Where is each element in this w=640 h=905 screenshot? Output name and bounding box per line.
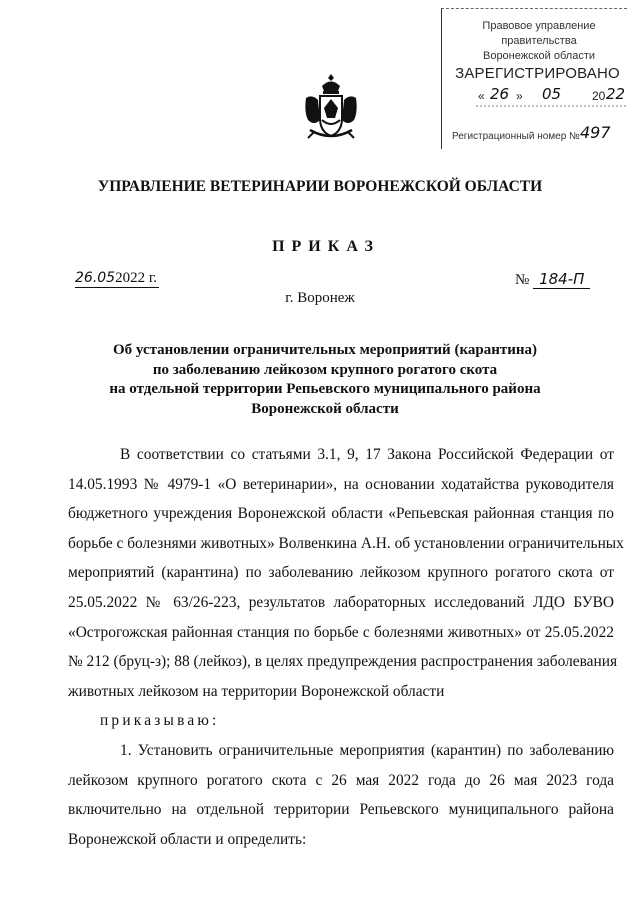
order-number [515, 270, 590, 289]
stamp-date-open-quote: « [478, 89, 485, 103]
body-line: Воронежской области и определить: [68, 830, 307, 848]
document-type-title: ПРИКАЗ [272, 238, 380, 255]
stamp-date-close-quote: » [516, 89, 523, 103]
order-subject [60, 341, 590, 419]
body-line: В соответствии со статьями 3.1, 9, 17 Закона Российской Федерации от [120, 446, 614, 463]
stamp-date [456, 85, 626, 113]
order-date-printed: 2022 г. [115, 270, 158, 286]
stamp-date-underline [476, 105, 626, 109]
stamp-reg-number: 497 [580, 123, 611, 142]
stamp-reg-number-row [452, 123, 627, 142]
subject-line: Об установлении ограничительных мероприятий (карантина) [112, 342, 537, 358]
body-line: 1. Установить ограничительные мероприятия (карантин) по заболеванию [120, 741, 614, 759]
subject-line: Воронежской области [251, 400, 399, 417]
body-line: животных лейкозом на территории Воронежской области [68, 682, 445, 700]
body-line: 14.05.1993 № 4979-1 «О ветеринарии», на основании ходатайства руководителя [68, 475, 614, 493]
stamp-date-month: 05 [542, 85, 562, 103]
body-line: № 212 (бруц-з); 88 (лейкоз), в целях предупреждения распространения заболевания [68, 653, 618, 671]
stamp-org-line: Правовое управление правительства [482, 20, 596, 47]
coat-of-arms-emblem [300, 72, 362, 140]
subject-line: на отдельной территории Репьевского муниципального района [109, 381, 541, 397]
decree-word: приказываю: [100, 712, 220, 730]
order-body [68, 440, 624, 854]
order-date-handwritten: 26.05 [75, 270, 116, 286]
subject-line: по заболеванию лейкозом крупного рогатого скота [152, 361, 498, 378]
city-name: г. Воронеж [285, 290, 355, 306]
order-number-value: 184-П [533, 270, 590, 289]
body-line: борьбе с болезнями животных» Волвенкина А.Н. об установлении ограничительных [68, 534, 624, 552]
body-line: включительно на отдельной территории Репьевского муниципального района [68, 801, 614, 819]
body-line: 25.05.2022 № 63/26-223, результатов лабораторных исследований ЛДО БУВО [68, 593, 614, 611]
order-number-label: № [515, 272, 530, 288]
order-date [75, 270, 159, 288]
agency-name: УПРАВЛЕНИЕ ВЕТЕРИНАРИИ ВОРОНЕЖСКОЙ ОБЛАСТИ [97, 178, 543, 195]
body-line: бюджетного учреждения Воронежской области «Репьевская районная станция по [68, 505, 614, 523]
stamp-date-year-prefix: 20 [592, 89, 606, 103]
stamp-organization [454, 19, 624, 64]
stamp-date-day: 26 [490, 85, 510, 103]
stamp-org-line: Воронежской области [482, 50, 595, 62]
body-line: лейкозом крупного рогатого скота с 26 мая 2022 года до 26 мая 2023 года [68, 771, 614, 789]
stamp-reg-label: Регистрационный номер № [452, 131, 580, 142]
registration-stamp [441, 8, 627, 149]
body-line: мероприятий (карантина) по заболеванию лейкозом крупного рогатого скота от [68, 564, 614, 582]
body-line: «Острогожская районная станция по борьбе с болезнями животных» от 25.05.2022 [68, 623, 614, 641]
stamp-date-year-suffix: 22 [606, 85, 626, 103]
stamp-registered-label: ЗАРЕГИСТРИРОВАНО [455, 65, 620, 82]
